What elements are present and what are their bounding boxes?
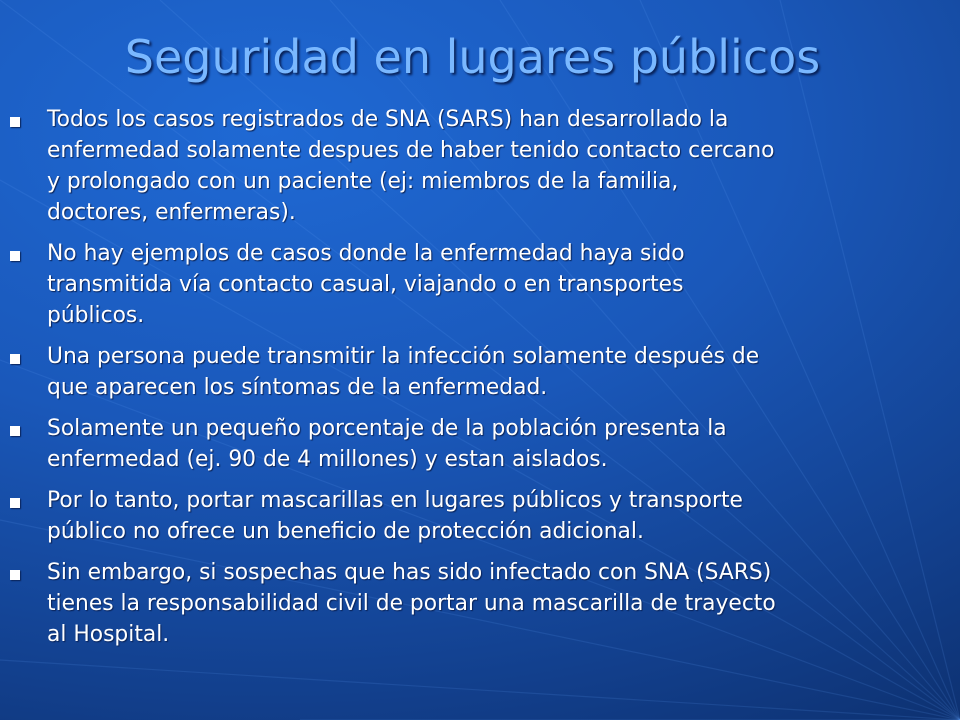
bullet-text-line: transmitida vía contacto casual, viajando o en transportes [47, 272, 684, 297]
square-bullet-icon [10, 498, 20, 508]
bullet-item [0, 104, 960, 228]
square-bullet-icon [10, 354, 20, 364]
bullet-item [0, 557, 960, 650]
bullet-text-line: tienes la responsabilidad civil de portar una mascarilla de trayecto [47, 591, 776, 616]
square-bullet-icon [10, 570, 20, 580]
square-bullet-icon [10, 251, 20, 261]
bullet-text-line: Todos los casos registrados de SNA (SARS) han desarrollado la [47, 107, 729, 132]
bullet-item [0, 238, 960, 331]
bullet-text-line: Por lo tanto, portar mascarillas en lugares públicos y transporte [47, 488, 743, 513]
bullet-text-line: enfermedad solamente despues de haber tenido contacto cercano [47, 138, 775, 163]
bullet-text-line: doctores, enfermeras). [47, 200, 296, 225]
bullet-text-line: Sin embargo, si sospechas que has sido infectado con SNA (SARS) [47, 560, 772, 585]
bullet-list [0, 104, 960, 660]
bullet-text-line: enfermedad (ej. 90 de 4 millones) y estan aislados. [47, 447, 608, 472]
bullet-text-line: No hay ejemplos de casos donde la enfermedad haya sido [47, 241, 685, 266]
slide-title: Seguridad en lugares públicos [124, 30, 821, 84]
bullet-text-line: y prolongado con un paciente (ej: miembros de la familia, [47, 169, 679, 194]
square-bullet-icon [10, 117, 20, 127]
bullet-item [0, 413, 960, 475]
bullet-text-line: que aparecen los síntomas de la enfermedad. [47, 375, 548, 400]
bullet-text-line: Una persona puede transmitir la infección solamente después de [47, 344, 760, 369]
bullet-text-line: público no ofrece un beneficio de protección adicional. [47, 519, 644, 544]
square-bullet-icon [10, 426, 20, 436]
bullet-text-line: al Hospital. [47, 622, 170, 647]
bullet-text-line: Solamente un pequeño porcentaje de la población presenta la [47, 416, 727, 441]
bullet-item [0, 485, 960, 547]
bullet-item [0, 341, 960, 403]
bullet-text-line: públicos. [47, 303, 145, 328]
